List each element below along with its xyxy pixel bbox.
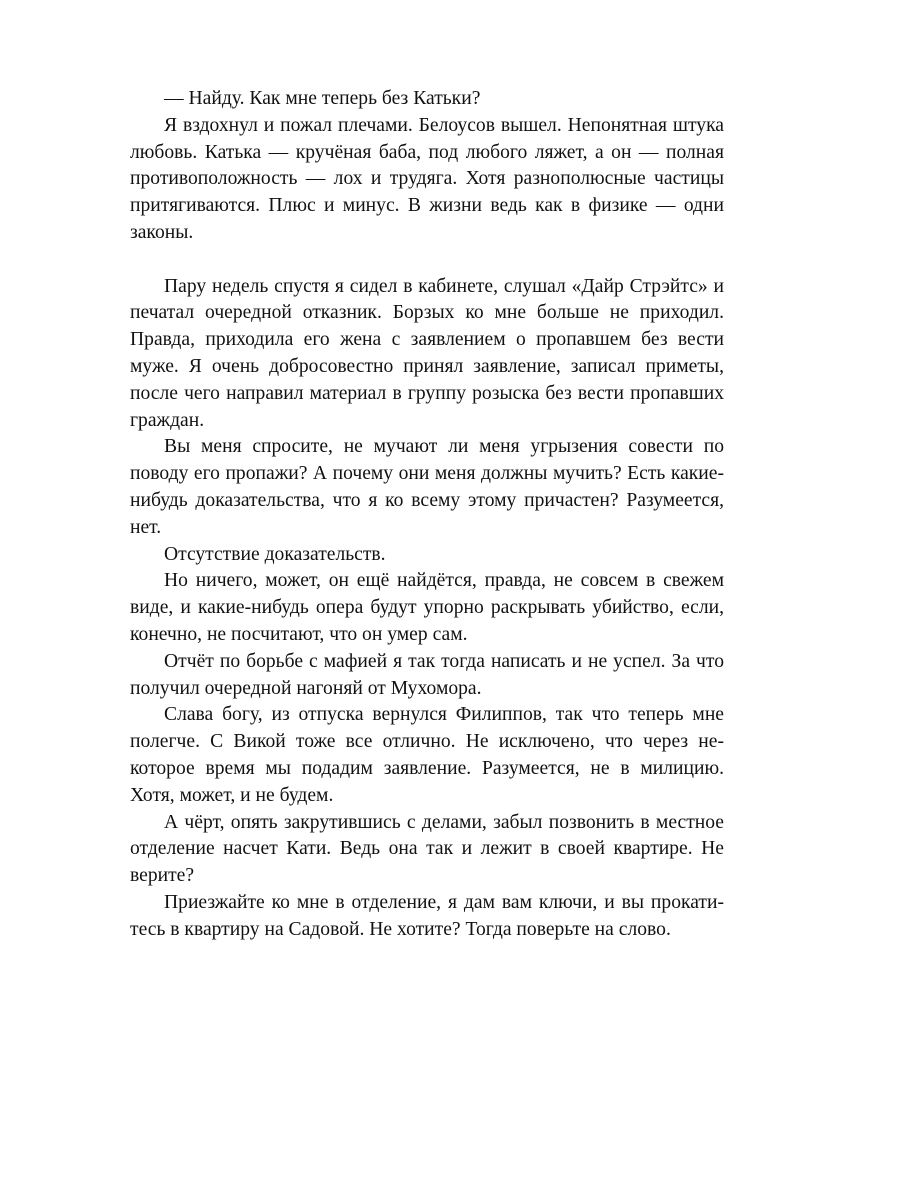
paragraph-5: Отсутствие доказательств. xyxy=(164,543,386,565)
paragraph-9: А чёрт, опять закрутившись с делами, забыл позвонить в местное отделение насчет Кати. Ведь она так и лежит в своей квартире. Не верите? xyxy=(130,811,724,887)
book-page xyxy=(130,86,724,944)
paragraph-3: Пару недель спустя я сидел в кабинете, слушал «Дайр Стрэйтс» и печатал очередной отказник. Борзых ко мне больше не приходил. Правда, приходила его жена с заявлением о пропавшем без вести муже. Я очень добросовестно принял заявление, записал приметы, после чего направил материал в группу розыска без вести пропавших граждан. xyxy=(130,275,724,431)
paragraph-10: Приезжайте ко мне в отделение, я дам вам ключи, и вы прокатитесь в квартиру на Садовой. Не хотите? Тогда поверьте на слово. xyxy=(130,891,724,940)
paragraph-1: — Найду. Как мне теперь без Катьки? xyxy=(164,88,481,109)
paragraph-8: Слава богу, из отпуска вернулся Филиппов, так что теперь мне полегче. С Викой тоже все отлично. Не исключено, что через некоторое время мы подадим заявление. Разумеется, не в милицию. Хотя, может, и не будем. xyxy=(130,704,724,806)
paragraph-2: Я вздохнул и пожал плечами. Белоусов вышел. Непонятная штука любовь. Катька — кручёная баба, под любого ляжет, а он — полная противоположность — лох и трудяга. Хотя разнополюсные частицы притягиваются. Плюс и минус. В жизни ведь как в физике — одни законы. xyxy=(130,114,724,243)
paragraph-7: Отчёт по борьбе с мафией я так тогда написать и не успел. За что получил очередной нагоняй от Мухомора. xyxy=(130,650,724,699)
paragraph-4: Вы меня спросите, не мучают ли меня угрызения совести по поводу его пропажи? А почему они меня должны мучить? Есть какие-нибудь доказательства, что я ко всему этому причастен? Разумеется, нет. xyxy=(130,436,724,538)
paragraph-6: Но ничего, может, он ещё найдётся, правда, не совсем в свежем виде, и какие-нибудь опера будут упорно раскрывать убийство, если, конечно, не посчитают, что он умер сам. xyxy=(130,570,724,645)
